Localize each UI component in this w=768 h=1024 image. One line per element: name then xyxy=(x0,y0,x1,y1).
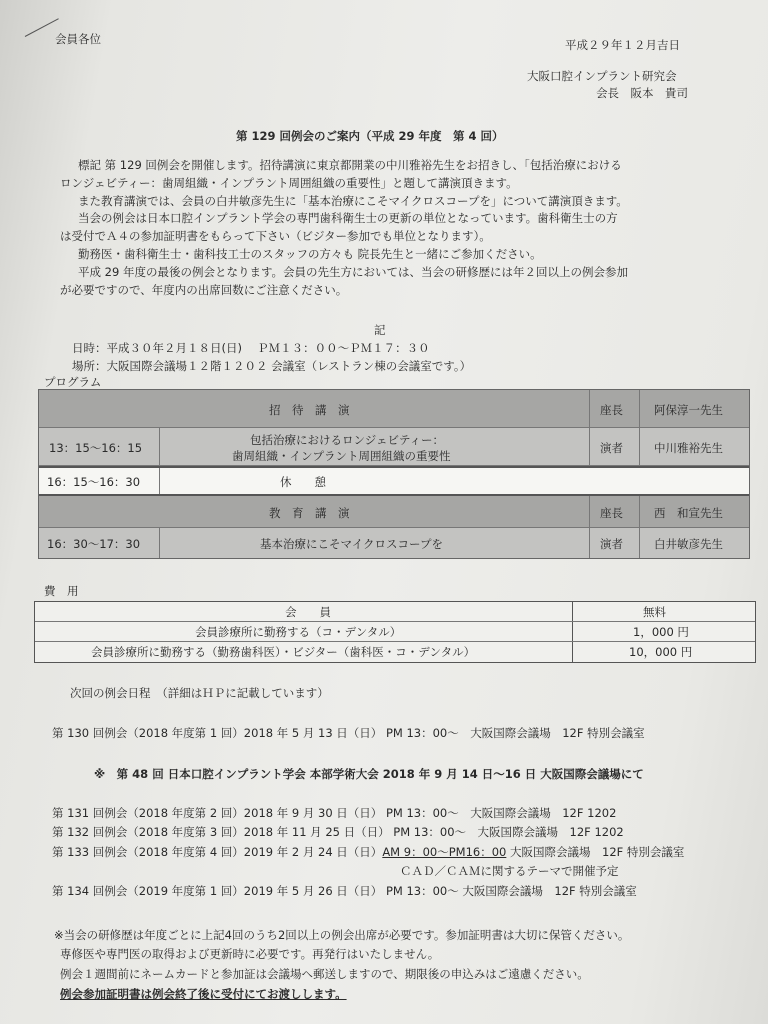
body-line: 平成 29 年度の最後の例会となります。会員の先生方においては、当会の研修歴には年２回以上の例会参加 xyxy=(78,265,629,279)
ki-heading: 記 xyxy=(374,323,386,337)
invited-header: 招 待 講 演 xyxy=(269,403,350,417)
invited-header-row xyxy=(39,390,749,428)
invited-time: 13：15～16：15 xyxy=(49,441,143,455)
schedule-134: 第 134 回例会（2019 年度第 1 回）2019 年 5 月 26 日（日） PM 13：00～ 大阪国際会議場 12F 特別会議室 xyxy=(52,884,637,898)
organization: 大阪口腔インプラント研究会 xyxy=(527,69,677,83)
page-title: 第 129 回例会のご案内（平成 29 年度 第 4 回） xyxy=(236,129,504,143)
sender: 会長 阪本 貴司 xyxy=(596,86,688,100)
datetime: 日時：平成３０年２月１８日(日) ＰＭ１３：００～ＰＭ１７：３０ xyxy=(72,341,430,355)
date: 平成２９年１２月吉日 xyxy=(565,38,680,52)
invited-chair: 阿保淳一先生 xyxy=(654,403,723,417)
conference-notice: ※ 第 48 回 日本口腔インプラント学会 本部学術大会 2018 年 9 月 14 日～16 日 大阪国際会議場にて xyxy=(94,767,644,781)
body-line: が必要ですので、年度内の出席回数にご注意ください。 xyxy=(60,283,348,297)
schedule-133 xyxy=(52,845,684,859)
edu-time: 16：30～17：30 xyxy=(47,537,141,551)
body-line: ロンジェビティー：歯周組織・インプラント周囲組織の重要性」と題して講演頂きます。 xyxy=(60,176,518,190)
body-line: 勤務医・歯科衛生士・歯科技工士のスタッフの方々も 院長先生と一緒にご参加ください。 xyxy=(78,247,542,261)
invited-speaker: 中川雅裕先生 xyxy=(654,441,723,455)
schedule-133-venue: 大阪国際会議場 12F 特別会議室 xyxy=(506,845,685,859)
invited-title-2: 歯周組織・インプラント周囲組織の重要性 xyxy=(232,449,451,463)
speaker-label: 演者 xyxy=(600,537,623,551)
body-line: 当会の例会は日本口腔インプラント学会の専門歯科衛生士の更新の単位となっています。歯科衛生士の方 xyxy=(78,211,618,225)
fee-row-label: 会員診療所に勤務する（勤務歯科医）・ビジター（歯科医・コ・デンタル） xyxy=(91,645,476,659)
chair-label: 座長 xyxy=(600,403,623,417)
body-line: は受付でＡ４の参加証明書をもらって下さい（ビジター参加でも単位となります）。 xyxy=(60,229,491,243)
program-table xyxy=(38,389,750,559)
edu-lecture-row xyxy=(39,528,749,558)
break-row xyxy=(39,466,749,496)
schedule-132: 第 132 回例会（2018 年度第 3 回）2018 年 11 月 25 日（日） PM 13：00～ 大阪国際会議場 12F 1202 xyxy=(52,825,624,839)
fee-row-label: 会員診療所に勤務する（コ・デンタル） xyxy=(195,625,402,639)
fee-header-right: 無料 xyxy=(643,605,666,619)
body-line: また教育講演では、会員の白井敏彦先生に「基本治療にこそマイクロスコープを」について講演頂きます。 xyxy=(78,194,628,208)
pen-mark xyxy=(25,18,59,37)
break-time: 16：15～16：30 xyxy=(47,475,141,489)
schedule-heading: 次回の例会日程 （詳細はＨＰに記載しています） xyxy=(70,686,329,700)
fee-row-amount: 1，000 円 xyxy=(633,625,689,639)
fee-header-left: 会 員 xyxy=(285,605,331,619)
venue: 場所：大阪国際会議場１２階１２０２ 会議室（レストラン棟の会議室です。） xyxy=(72,359,472,373)
schedule-133-theme: ＣＡＤ／ＣＡＭに関するテーマで開催予定 xyxy=(400,864,619,878)
note-line: 専修医や専門医の取得および更新時に必要です。再発行はいたしません。 xyxy=(60,947,440,961)
schedule-131: 第 131 回例会（2018 年度第 2 回）2018 年 9 月 30 日（日） PM 13：00～ 大阪国際会議場 12F 1202 xyxy=(52,806,617,820)
invited-lecture-row xyxy=(39,428,749,466)
fee-row xyxy=(35,622,755,642)
program-label: プログラム xyxy=(44,375,102,389)
fee-table xyxy=(34,601,756,663)
fee-label: 費 用 xyxy=(44,584,79,598)
fee-row-amount: 10，000 円 xyxy=(629,645,693,659)
fee-header-row xyxy=(35,602,755,622)
schedule-133-date: 第 133 回例会（2018 年度第 4 回）2019 年 2 月 24 日（日） xyxy=(52,845,383,859)
fee-row xyxy=(35,642,755,662)
note-line: ※当会の研修歴は年度ごとに上記4回のうち2回以上の例会出席が必要です。参加証明書は大切に保管ください。 xyxy=(54,928,630,942)
edu-header-row xyxy=(39,496,749,528)
note-line-emphasis: 例会参加証明書は例会終了後に受付にてお渡しします。 xyxy=(60,987,347,1001)
schedule-130: 第 130 回例会（2018 年度第 1 回）2018 年 5 月 13 日（日） PM 13：00～ 大阪国際会議場 12F 特別会議室 xyxy=(52,726,645,740)
invited-title-1: 包括治療におけるロンジェビティー： xyxy=(250,433,445,447)
schedule-133-time: AM 9：00～PM16：00 xyxy=(382,845,507,859)
addressee: 会員各位 xyxy=(55,32,101,46)
edu-header: 教 育 講 演 xyxy=(269,506,350,520)
edu-title: 基本治療にこそマイクロスコープを xyxy=(260,537,443,551)
break-label: 休 憩 xyxy=(280,475,326,489)
body-line: 標記 第 129 回例会を開催します。招待講演に東京都開業の中川雅裕先生をお招きし、「包括治療における xyxy=(78,158,622,172)
edu-speaker: 白井敏彦先生 xyxy=(654,537,723,551)
note-line: 例会１週間前にネームカードと参加証は会議場へ郵送しますので、期限後の申込みはご遠慮ください。 xyxy=(60,967,589,981)
edu-chair: 西 和宣先生 xyxy=(654,506,723,520)
speaker-label: 演者 xyxy=(600,441,623,455)
chair-label: 座長 xyxy=(600,506,623,520)
